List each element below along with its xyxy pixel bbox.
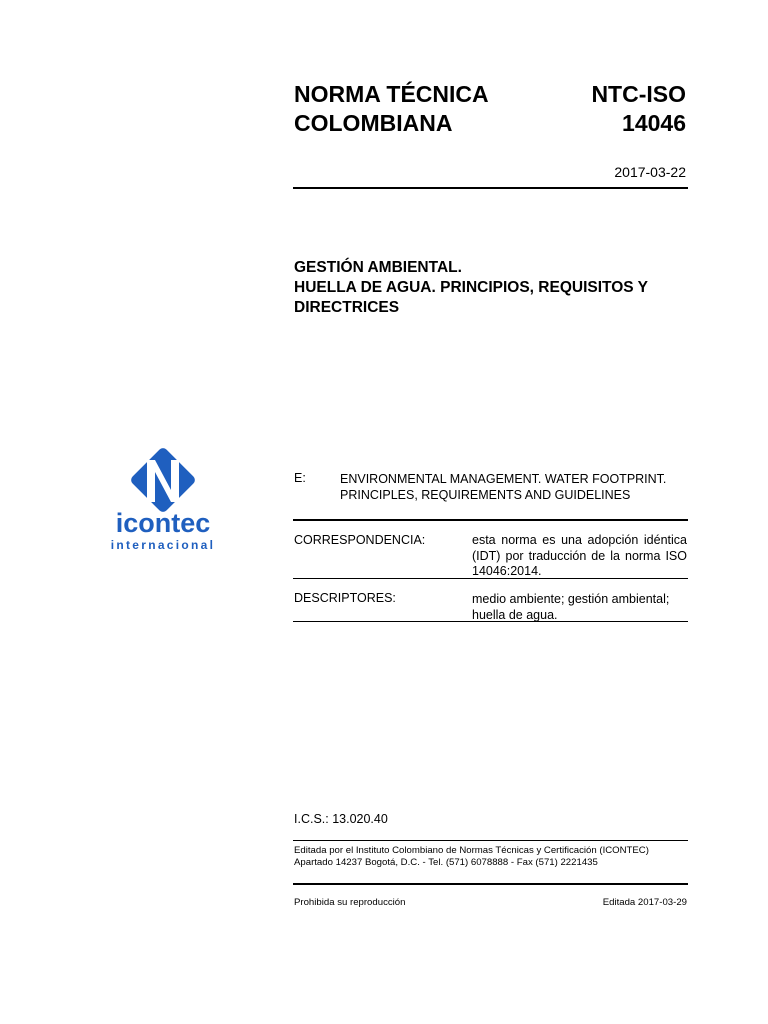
ics-rule bbox=[293, 840, 688, 841]
metadata-middle-rule bbox=[293, 578, 688, 579]
correspondence-label: CORRESPONDENCIA: bbox=[294, 533, 426, 547]
english-title bbox=[340, 471, 690, 503]
descriptors-label: DESCRIPTORES: bbox=[294, 591, 396, 605]
editor-line-1: Editada por el Instituto Colombiano de Normas Técnicas y Certificación (ICONTEC) bbox=[294, 845, 649, 856]
icontec-logo bbox=[107, 446, 219, 556]
english-title-line-2: PRINCIPLES, REQUIREMENTS AND GUIDELINES bbox=[340, 488, 631, 502]
svg-text:internacional: internacional bbox=[110, 538, 216, 552]
reproduction-notice: Prohibida su reproducción bbox=[294, 897, 406, 908]
svg-text:icontec: icontec bbox=[115, 508, 211, 538]
ics-code: I.C.S.: 13.020.40 bbox=[294, 812, 388, 826]
subject-line-3: DIRECTRICES bbox=[294, 299, 400, 316]
subject-line-2: HUELLA DE AGUA. PRINCIPIOS, REQUISITOS Y bbox=[294, 279, 648, 296]
subject-title bbox=[294, 258, 694, 318]
metadata-bottom-rule bbox=[293, 621, 688, 622]
standard-code bbox=[591, 80, 686, 138]
publication-date: 2017-03-22 bbox=[614, 164, 686, 180]
english-title-code: E: bbox=[294, 471, 306, 485]
title-line-1: NORMA TÉCNICA bbox=[294, 81, 489, 107]
subject-line-1: GESTIÓN AMBIENTAL. bbox=[294, 259, 462, 276]
header-rule bbox=[293, 187, 688, 189]
correspondence-value: esta norma es una adopción idéntica (IDT) por traducción de la norma ISO 14046:2014. bbox=[472, 533, 687, 578]
footer-rule bbox=[293, 883, 688, 885]
code-line-2: 14046 bbox=[622, 110, 686, 136]
code-line-1: NTC-ISO bbox=[591, 81, 686, 107]
descriptors-value: medio ambiente; gestión ambiental; huella de agua. bbox=[472, 592, 670, 622]
english-title-line-1: ENVIRONMENTAL MANAGEMENT. WATER FOOTPRINT. bbox=[340, 472, 667, 486]
metadata-top-rule bbox=[293, 519, 688, 521]
title-line-2: COLOMBIANA bbox=[294, 110, 453, 136]
icontec-logo-mark-icon bbox=[107, 446, 219, 556]
edition-date: Editada 2017-03-29 bbox=[602, 897, 687, 908]
editor-info bbox=[294, 845, 688, 869]
editor-line-2: Apartado 14237 Bogotá, D.C. - Tel. (571) 6078888 - Fax (571) 2221435 bbox=[294, 857, 598, 868]
document-title bbox=[294, 80, 489, 138]
